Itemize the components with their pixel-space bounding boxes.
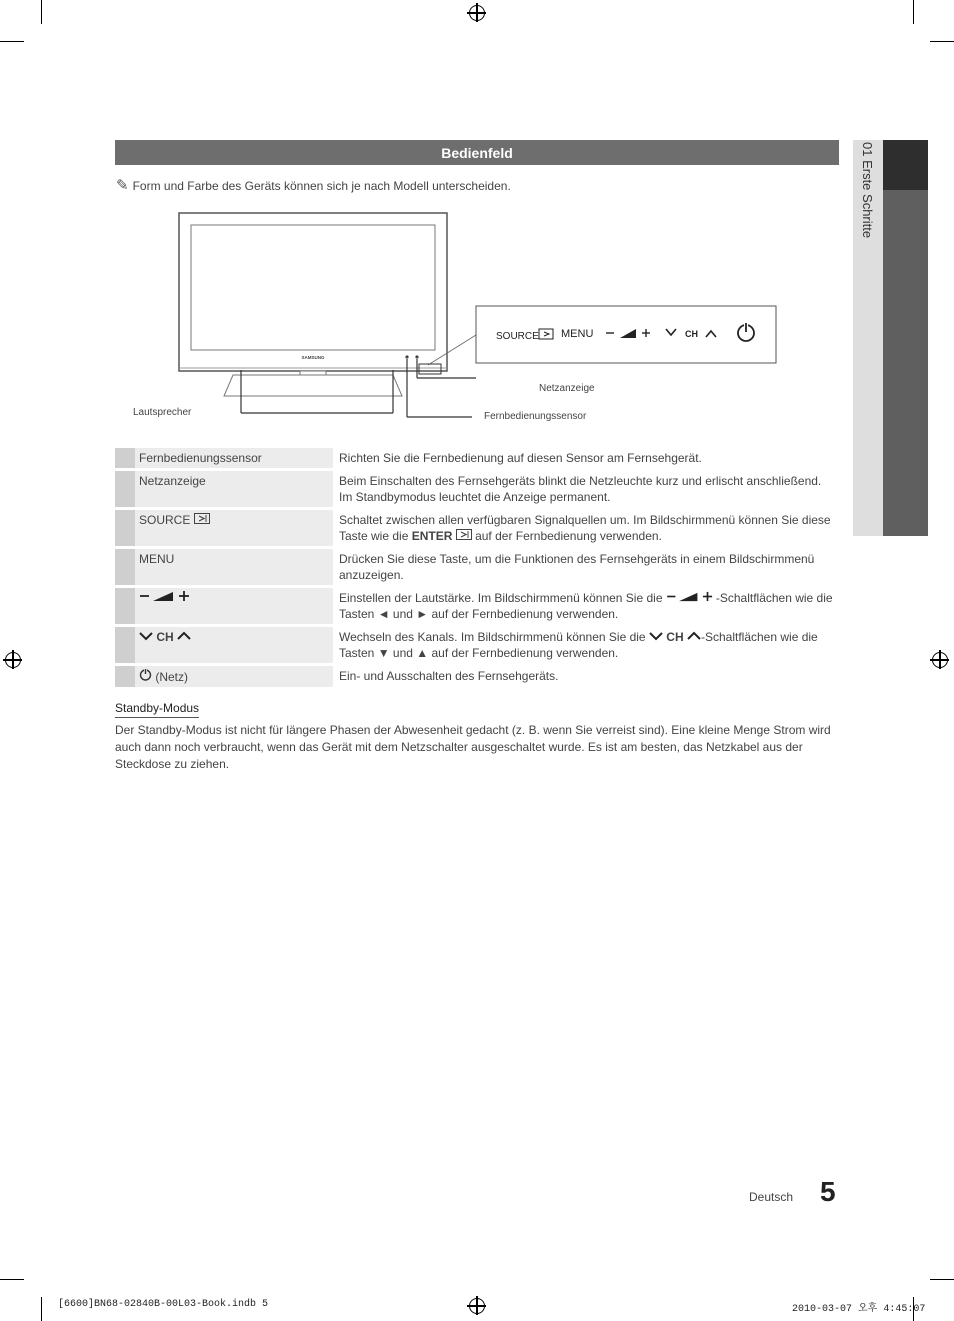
crop-mark [930,41,954,42]
control-label-volume [135,588,333,624]
enter-icon [194,513,210,524]
pencil-icon: ✎ [116,177,129,194]
controls-table [115,445,839,690]
enter-icon [456,529,472,540]
control-label: Netzanzeige [135,471,333,507]
label-netzanzeige: Netzanzeige [539,383,595,394]
control-desc: Richten Sie die Fernbedienung auf diesen Sensor am Fernsehgerät. [339,451,702,465]
registration-mark-icon [932,652,948,668]
table-row [115,627,839,663]
side-tab-marker [883,140,928,190]
chevron-down-icon [649,631,663,641]
control-label: MENU [135,549,333,585]
control-label-power: (Netz) [135,666,333,687]
crop-mark [41,0,42,24]
control-label-source: SOURCE [135,510,333,546]
side-tab-label: 01 Erste Schritte [860,142,875,239]
registration-mark-icon [469,5,485,21]
crop-mark [0,1279,24,1280]
note-text: Form und Farbe des Geräts können sich je nach Modell unterscheiden. [132,179,511,193]
crop-mark [930,1279,954,1280]
control-desc: Schaltet zwischen allen verfügbaren Signalquellen um. Im Bildschirmmenü können Sie diese Taste wie die ENTER auf der Fernbedienung verwenden. [339,513,831,543]
crop-mark [41,1297,42,1321]
chevron-up-icon [687,631,701,641]
volume-icon [139,590,193,602]
tv-diagram [120,205,698,430]
registration-mark-icon [5,652,21,668]
crop-mark [913,0,914,24]
control-desc: Einstellen der Lautstärke. Im Bildschirmmenü können Sie die -Schaltflächen wie die Tasten ◄ und ► auf der Fernbedienung verwenden. [339,591,833,621]
control-label: Fernbedienungssensor [135,448,333,468]
table-row [115,448,839,468]
label-sensor: Fernbedienungssensor [484,411,587,422]
chevron-up-icon [177,631,191,641]
crop-mark [0,41,24,42]
volume-icon [666,591,716,602]
footer-language: Deutsch [749,1190,794,1204]
power-led-dot [415,355,418,358]
section-title: Bedienfeld [115,140,839,165]
table-row [115,510,839,546]
table-row [115,471,839,507]
sensor-dot [405,355,408,358]
power-icon [139,668,152,681]
panel-source-label: SOURCE [496,331,539,342]
control-label-channel: CH [135,627,333,663]
chevron-down-icon [139,631,153,641]
control-desc: Drücken Sie diese Taste, um die Funktionen des Fernsehgeräts in einem Bildschirmmenü anzuzeigen. [339,552,815,582]
registration-mark-icon [469,1298,485,1314]
control-desc: Ein- und Ausschalten des Fernsehgeräts. [339,669,559,683]
note [116,176,511,194]
table-row [115,588,839,624]
print-slug-file: [6600]BN68-02840B-00L03-Book.indb 5 [58,1299,269,1310]
page-number: 5 [820,1176,836,1207]
print-slug-date: 2010-03-07 오후 4:45:07 [792,1304,926,1315]
panel-menu-label: MENU [561,328,594,340]
tv-screen [191,225,435,350]
brand-logo: SAMSUNG [301,355,325,360]
standby-text: Der Standby-Modus ist nicht für längere Phasen der Abwesenheit gedacht (z. B. wenn Sie verreist sind). Eine kleine Menge Strom wird auch dann noch verbraucht, wenn das Gerät mit dem Netzschalter ausgeschaltet wurde. Es ist am besten, das Netzkabel aus der Steckdose zu ziehen. [115,723,831,771]
control-desc: Beim Einschalten des Fernsehgeräts blinkt die Netzleuchte kurz und erlischt anschließend. Im Standbymodus leuchtet die Anzeige permanent. [339,474,822,504]
table-row [115,666,839,687]
panel-ch-label: CH [685,329,698,339]
standby-heading: Standby-Modus [115,701,199,718]
table-row [115,549,839,585]
label-lautsprecher: Lautsprecher [133,407,192,418]
control-desc: Wechseln des Kanals. Im Bildschirmmenü können Sie die CH -Schaltflächen wie die Tasten ▼ und ▲ auf der Fernbedienung verwenden. [339,630,818,660]
